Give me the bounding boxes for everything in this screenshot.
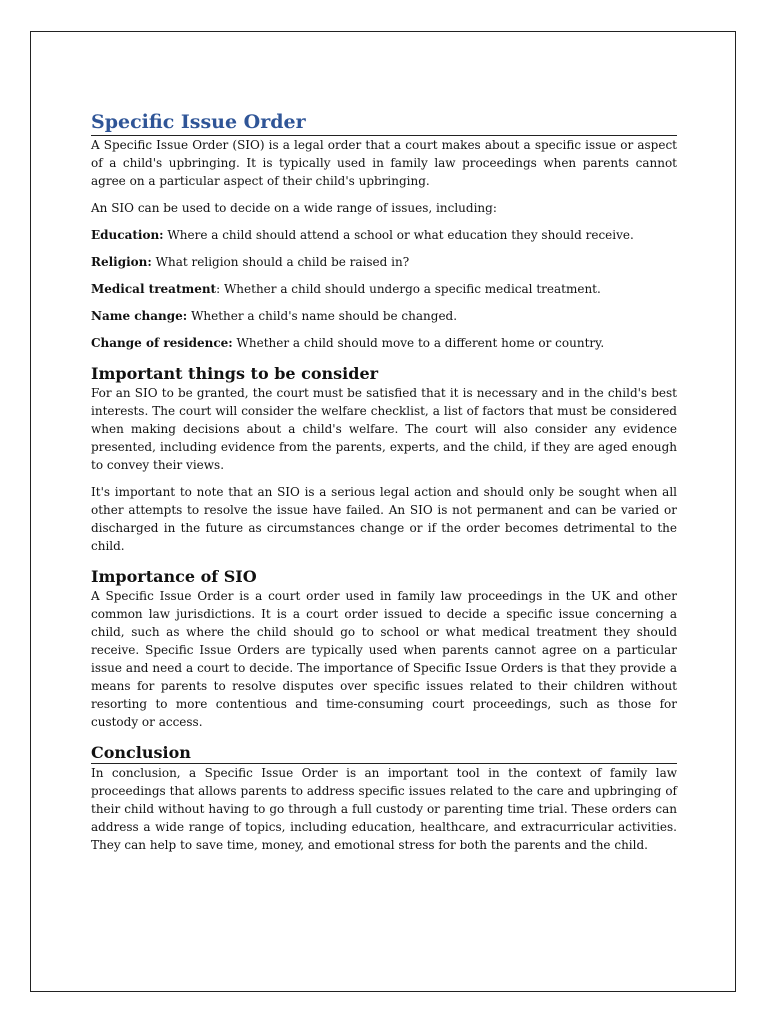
consider-paragraph-1: For an SIO to be granted, the court must be satisfied that it is necessary and in the child's best interests. The court will consider the welfare checklist, a list of factors that must be considered when making decisions about a child's welfare. The court will also consider any evidence presented, including evidence from the parents, experts, and the child, if they are aged enough to convey their views. bbox=[91, 386, 677, 472]
issue-text: Where a child should attend a school or what education they should receive. bbox=[163, 228, 634, 242]
issue-text: : Whether a child should undergo a specific medical treatment. bbox=[216, 282, 601, 296]
issue-text: Whether a child's name should be changed. bbox=[187, 309, 458, 323]
document-content bbox=[91, 110, 677, 863]
document-title: Specific Issue Order bbox=[91, 110, 677, 136]
issue-religion bbox=[91, 253, 677, 271]
issue-term: Religion: bbox=[91, 255, 152, 269]
issue-name-change bbox=[91, 307, 677, 325]
section-heading-consider: Important things to be consider bbox=[91, 364, 379, 383]
issue-term: Name change: bbox=[91, 309, 188, 323]
issue-term: Medical treatment bbox=[91, 282, 217, 296]
range-intro-paragraph: An SIO can be used to decide on a wide range of issues, including: bbox=[91, 201, 497, 215]
issue-term: Education: bbox=[91, 228, 164, 242]
issue-education bbox=[91, 226, 677, 244]
intro-paragraph: A Specific Issue Order (SIO) is a legal order that a court makes about a specific issue or aspect of a child's upbringing. It is typically used in family law proceedings when parents cannot agree on a particular aspect of their child's upbringing. bbox=[91, 138, 677, 188]
issue-text: What religion should a child be raised in? bbox=[151, 255, 410, 269]
issue-medical-treatment bbox=[91, 280, 677, 298]
document-page bbox=[30, 31, 736, 992]
issue-term: Change of residence: bbox=[91, 336, 233, 350]
importance-paragraph: A Specific Issue Order is a court order used in family law proceedings in the UK and other common law jurisdictions. It is a court order issued to decide a specific issue concerning a child, such as where the child should go to school or what medical treatment they should receive. Specific Issue Orders are typically used when parents cannot agree on a particular issue and need a court to decide. The importance of Specific Issue Orders is that they provide a means for parents to resolve disputes over specific issues related to their children without resorting to more contentious and time-consuming court proceedings, such as those for custody or access. bbox=[91, 589, 677, 729]
consider-paragraph-2: It's important to note that an SIO is a serious legal action and should only be sought when all other attempts to resolve the issue have failed. An SIO is not permanent and can be varied or discharged in the future as circumstances change or if the order becomes detrimental to the child. bbox=[91, 485, 677, 553]
section-heading-conclusion: Conclusion bbox=[91, 743, 677, 764]
conclusion-paragraph: In conclusion, a Specific Issue Order is an important tool in the context of family law proceedings that allows parents to address specific issues related to the care and upbringing of their child without having to go through a full custody or parenting time trial. These orders can address a wide range of topics, including education, healthcare, and extracurricular activities. They can help to save time, money, and emotional stress for both the parents and the child. bbox=[91, 766, 677, 852]
issue-change-of-residence bbox=[91, 334, 677, 352]
section-heading-importance: Importance of SIO bbox=[91, 567, 257, 586]
issue-text: Whether a child should move to a different home or country. bbox=[232, 336, 605, 350]
